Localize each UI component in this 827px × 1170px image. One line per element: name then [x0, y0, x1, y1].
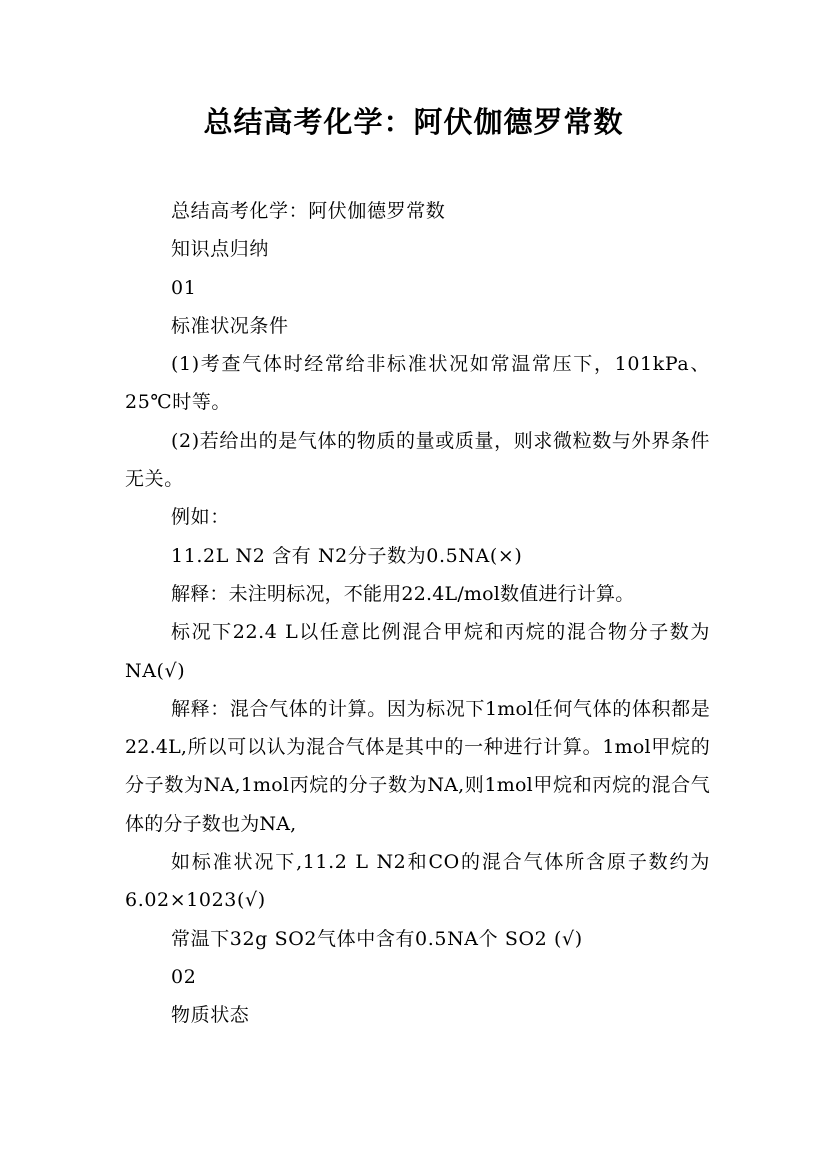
document-body: [125, 192, 710, 1035]
paragraph-example-4: 常温下32g SO2气体中含有0.5NA个 SO2 (√): [171, 927, 583, 950]
paragraph-point-1: (1)考查气体时经常给非标准状况如常温常压下，101kPa、25℃时等。: [125, 353, 710, 414]
paragraph-explanation-2: 解释：混合气体的计算。因为标况下1mol任何气体的体积都是22.4L,所以可以认为混合气体是其中的一种进行计算。1mol甲烷的分子数为NA,1mol丙烷的分子数为NA,则1mol甲烷和丙烷的混合气体的分子数也为NA,: [125, 697, 710, 835]
paragraph-item-heading: 标准状况条件: [171, 314, 289, 337]
paragraph-example-1: 11.2L N2 含有 N2分子数为0.5NA(×): [171, 544, 523, 567]
paragraph-point-2: (2)若给出的是气体的物质的量或质量，则求微粒数与外界条件无关。: [125, 429, 710, 491]
paragraph-explanation-1: 解释：未注明标况，不能用22.4L/mol数值进行计算。: [171, 582, 635, 605]
paragraph-example-3: 如标准状况下,11.2 L N2和CO的混合气体所含原子数约为6.02×1023(√): [125, 851, 710, 912]
paragraph-item-number: 02: [171, 965, 197, 988]
paragraph-example-label: 例如：: [171, 506, 230, 529]
document-title: 总结高考化学：阿伏伽德罗常数: [203, 105, 624, 139]
paragraph-section-heading: 知识点归纳: [171, 238, 270, 261]
paragraph-item-heading: 物质状态: [171, 1004, 250, 1027]
paragraph-repeat-title: 总结高考化学：阿伏伽德罗常数: [171, 200, 446, 222]
paragraph-example-2: 标况下22.4 L以任意比例混合甲烷和丙烷的混合物分子数为NA(√): [125, 621, 710, 682]
paragraph-item-number: 01: [171, 276, 197, 299]
